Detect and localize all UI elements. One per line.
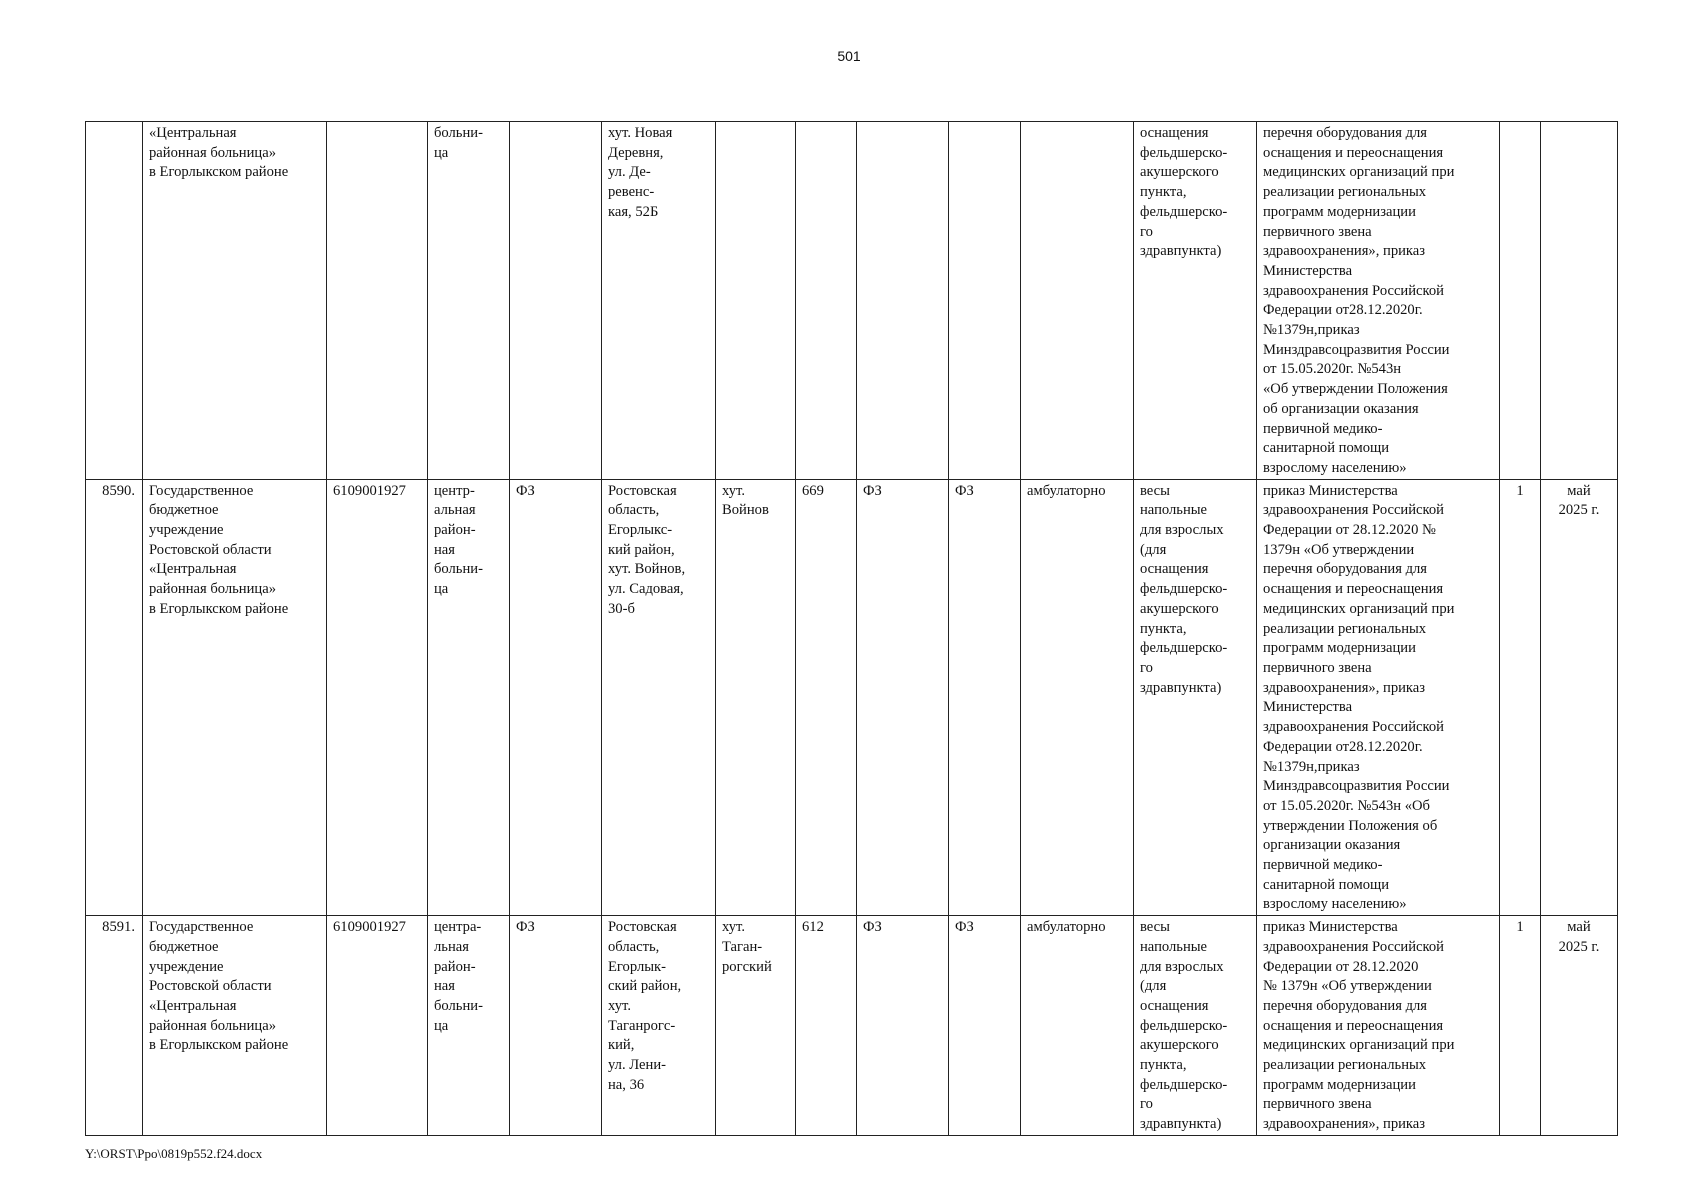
cell-inn: 6109001927 bbox=[327, 916, 428, 1136]
cell-fz-3: ФЗ bbox=[949, 479, 1021, 915]
table-row bbox=[86, 479, 1618, 915]
cell-settlement: хут. Войнов bbox=[716, 479, 796, 915]
cell-address: хут. Новая Деревня, ул. Де- ревенс- кая, 52Б bbox=[602, 122, 716, 480]
cell-date bbox=[1541, 122, 1618, 480]
cell-count bbox=[1500, 122, 1541, 480]
cell-organization-type: центр- альная район- ная больни- ца bbox=[428, 479, 510, 915]
cell-organization-name: Государственное бюджетное учреждение Ростовской области «Центральная районная больница» в Егорлыкском районе bbox=[143, 916, 327, 1136]
table-row bbox=[86, 916, 1618, 1136]
cell-care-form bbox=[1021, 122, 1134, 480]
cell-address: Ростовская область, Егорлык- ский район, хут. Таганрогс- кий, ул. Лени- на, 36 bbox=[602, 916, 716, 1136]
cell-inn bbox=[327, 122, 428, 480]
cell-fz-1: ФЗ bbox=[510, 916, 602, 1136]
cell-fz-3: ФЗ bbox=[949, 916, 1021, 1136]
cell-legal-basis: перечня оборудования для оснащения и переоснащения медицинских организаций при реализации региональных программ модернизации первичного звена здравоохранения», приказ Министерства здравоохранения Российской Федерации от28.12.2020г. №1379н,приказ Минздравсоцразвития России от 15.05.2020г. №543н «Об утверждении Положения об организации оказания первичной медико- санитарной помощи взрослому населению» bbox=[1257, 122, 1500, 480]
cell-equipment: весы напольные для взрослых (для оснащения фельдшерско- акушерского пункта, фельдшерско- го здравпункта) bbox=[1134, 916, 1257, 1136]
cell-care-form: амбулаторно bbox=[1021, 479, 1134, 915]
cell-organization-name: Государственное бюджетное учреждение Ростовской области «Центральная районная больница» в Егорлыкском районе bbox=[143, 479, 327, 915]
cell-count: 1 bbox=[1500, 916, 1541, 1136]
cell-date: май 2025 г. bbox=[1541, 479, 1618, 915]
cell-equipment: оснащения фельдшерско- акушерского пункта, фельдшерско- го здравпункта) bbox=[1134, 122, 1257, 480]
footer-file-path: Y:\ORST\Ppo\0819p552.f24.docx bbox=[85, 1146, 263, 1161]
cell-organization-type: центра- льная район- ная больни- ца bbox=[428, 916, 510, 1136]
cell-equipment: весы напольные для взрослых (для оснащения фельдшерско- акушерского пункта, фельдшерско- го здравпункта) bbox=[1134, 479, 1257, 915]
cell-care-form: амбулаторно bbox=[1021, 916, 1134, 1136]
cell-address: Ростовская область, Егорлыкс- кий район, хут. Войнов, ул. Садовая, 30-б bbox=[602, 479, 716, 915]
cell-population: 669 bbox=[796, 479, 857, 915]
cell-number bbox=[86, 122, 143, 480]
cell-fz-2 bbox=[857, 122, 949, 480]
cell-fz-1 bbox=[510, 122, 602, 480]
cell-legal-basis: приказ Министерства здравоохранения Российской Федерации от 28.12.2020 № 1379н «Об утверждении перечня оборудования для оснащения и переоснащения медицинских организаций при реализации региональных программ модернизации первичного звена здравоохранения», приказ Министерства здравоохранения Российской Федерации от28.12.2020г. №1379н,приказ Минздравсоцразвития России от 15.05.2020г. №543н «Об утверждении Положения об организации оказания первичной медико- санитарной помощи взрослому населению» bbox=[1257, 479, 1500, 915]
cell-fz-3 bbox=[949, 122, 1021, 480]
cell-fz-2: ФЗ bbox=[857, 479, 949, 915]
cell-number: 8591. bbox=[86, 916, 143, 1136]
cell-legal-basis: приказ Министерства здравоохранения Российской Федерации от 28.12.2020 № 1379н «Об утверждении перечня оборудования для оснащения и переоснащения медицинских организаций при реализации региональных программ модернизации первичного звена здравоохранения», приказ bbox=[1257, 916, 1500, 1136]
cell-organization-name: «Центральная районная больница» в Егорлыкском районе bbox=[143, 122, 327, 480]
cell-count: 1 bbox=[1500, 479, 1541, 915]
cell-settlement: хут. Таган- рогский bbox=[716, 916, 796, 1136]
cell-date: май 2025 г. bbox=[1541, 916, 1618, 1136]
cell-fz-1: ФЗ bbox=[510, 479, 602, 915]
cell-fz-2: ФЗ bbox=[857, 916, 949, 1136]
cell-population bbox=[796, 122, 857, 480]
cell-organization-type: больни- ца bbox=[428, 122, 510, 480]
cell-population: 612 bbox=[796, 916, 857, 1136]
cell-number: 8590. bbox=[86, 479, 143, 915]
cell-inn: 6109001927 bbox=[327, 479, 428, 915]
page-number: 501 bbox=[837, 48, 861, 64]
equipment-table bbox=[85, 121, 1618, 1136]
cell-settlement bbox=[716, 122, 796, 480]
table-row bbox=[86, 122, 1618, 480]
